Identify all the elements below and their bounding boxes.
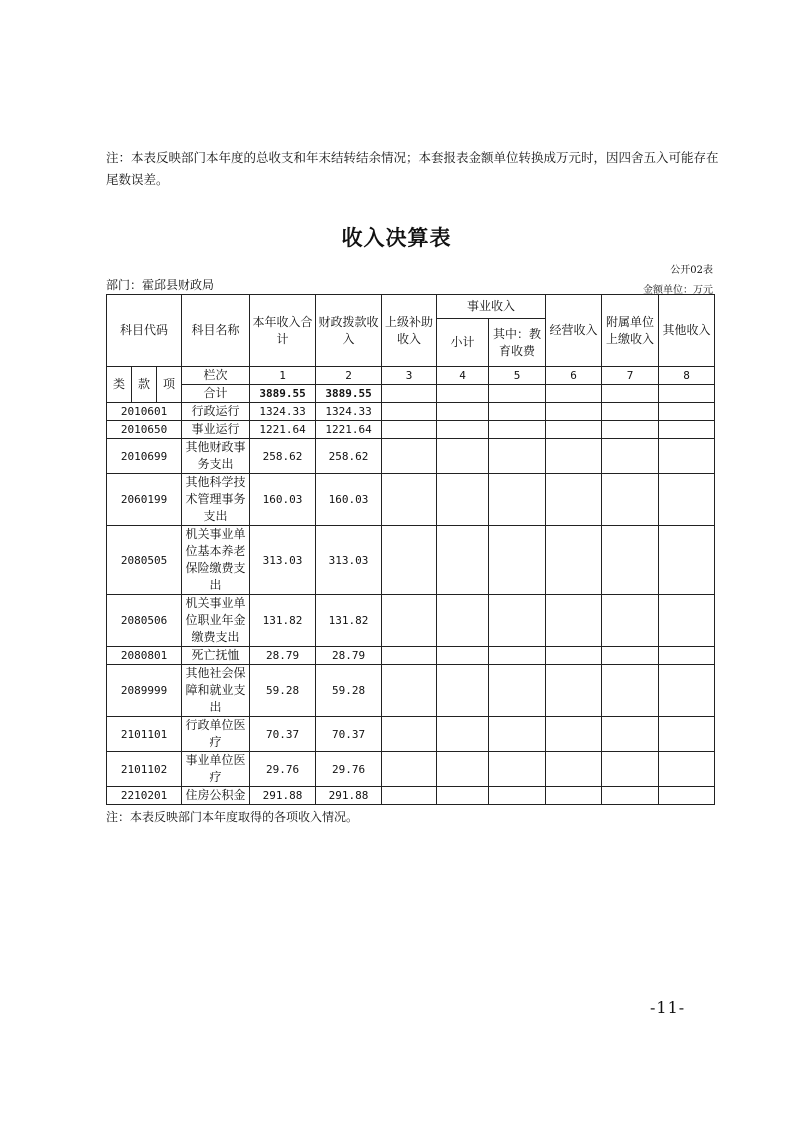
row-fiscal: 258.62: [316, 439, 382, 474]
empty-cell: [659, 595, 715, 647]
empty-cell: [602, 595, 659, 647]
form-number: 公开02表: [670, 265, 713, 276]
header-fiscal: 财政拨款收入: [316, 295, 382, 367]
header-operating: 经营收入: [546, 295, 602, 367]
empty-cell: [602, 439, 659, 474]
empty-cell: [489, 647, 546, 665]
row-name: 行政单位医疗: [182, 717, 250, 752]
empty-cell: [659, 787, 715, 805]
table-row: [107, 403, 715, 421]
empty-cell: [382, 595, 437, 647]
page-number: -11-: [650, 998, 686, 1017]
empty-cell: [659, 526, 715, 595]
col-num-2: 2: [316, 367, 382, 385]
empty-cell: [659, 752, 715, 787]
row-total: 29.76: [250, 752, 316, 787]
empty-cell: [437, 474, 489, 526]
empty-cell: [546, 787, 602, 805]
col-num-6: 6: [546, 367, 602, 385]
empty-cell: [382, 717, 437, 752]
row-total: 59.28: [250, 665, 316, 717]
row-name: 事业运行: [182, 421, 250, 439]
empty-cell: [382, 526, 437, 595]
table-row: [107, 752, 715, 787]
empty-cell: [546, 526, 602, 595]
table-row: [107, 665, 715, 717]
row-code: 2010699: [107, 439, 182, 474]
row-code: 2080505: [107, 526, 182, 595]
row-total: 313.03: [250, 526, 316, 595]
header-business: 事业收入: [437, 295, 546, 319]
empty-cell: [489, 403, 546, 421]
empty-cell: [437, 421, 489, 439]
col-num-5: 5: [489, 367, 546, 385]
empty-cell: [489, 752, 546, 787]
empty-cell: [489, 421, 546, 439]
header-other: 其他收入: [659, 295, 715, 367]
empty-cell: [659, 647, 715, 665]
row-name: 事业单位医疗: [182, 752, 250, 787]
row-code: 2080506: [107, 595, 182, 647]
empty-cell: [382, 439, 437, 474]
empty-cell: [437, 717, 489, 752]
table-row: [107, 439, 715, 474]
row-name: 住房公积金: [182, 787, 250, 805]
header-total: 本年收入合计: [250, 295, 316, 367]
empty-cell: [659, 665, 715, 717]
empty-cell: [602, 752, 659, 787]
header-edu: 其中：教育收费: [489, 319, 546, 367]
empty-cell: [489, 665, 546, 717]
table-row: [107, 595, 715, 647]
empty-cell: [546, 595, 602, 647]
row-code: 2010601: [107, 403, 182, 421]
row-code: 2010650: [107, 421, 182, 439]
header-subtotal: 小计: [437, 319, 489, 367]
row-name: 其他财政事务支出: [182, 439, 250, 474]
empty-cell: [382, 752, 437, 787]
row-fiscal: 1221.64: [316, 421, 382, 439]
row-code: 2101102: [107, 752, 182, 787]
empty-cell: [546, 752, 602, 787]
row-code: 2089999: [107, 665, 182, 717]
col-num-7: 7: [602, 367, 659, 385]
empty-cell: [489, 595, 546, 647]
table-row: [107, 526, 715, 595]
table-row: [107, 647, 715, 665]
row-fiscal: 291.88: [316, 787, 382, 805]
empty-cell: [437, 647, 489, 665]
row-total: 28.79: [250, 647, 316, 665]
header-affiliated: 附属单位上缴收入: [602, 295, 659, 367]
row-code: 2210201: [107, 787, 182, 805]
empty-cell: [659, 474, 715, 526]
empty-cell: [602, 421, 659, 439]
empty-cell: [382, 787, 437, 805]
empty-cell: [489, 787, 546, 805]
empty-cell: [659, 403, 715, 421]
empty-cell: [489, 439, 546, 474]
empty-cell: [437, 526, 489, 595]
empty-cell: [659, 717, 715, 752]
empty-cell: [602, 474, 659, 526]
row-total: 1221.64: [250, 421, 316, 439]
amount-unit: 金额单位：万元: [643, 285, 713, 296]
row-total: 131.82: [250, 595, 316, 647]
empty-cell: [602, 403, 659, 421]
table-row: [107, 717, 715, 752]
header-kuan: 款: [132, 367, 157, 403]
row-name: 机关事业单位职业年金缴费支出: [182, 595, 250, 647]
total-amount: 3889.55: [250, 385, 316, 403]
row-code: 2060199: [107, 474, 182, 526]
empty-cell: [489, 526, 546, 595]
empty-cell: [546, 439, 602, 474]
empty-cell: [437, 439, 489, 474]
empty-cell: [437, 752, 489, 787]
empty-cell: [437, 787, 489, 805]
empty-cell: [489, 717, 546, 752]
header-name: 科目名称: [182, 295, 250, 367]
row-fiscal: 59.28: [316, 665, 382, 717]
income-table: [106, 294, 715, 805]
row-fiscal: 1324.33: [316, 403, 382, 421]
table-row: [107, 421, 715, 439]
empty-cell: [602, 647, 659, 665]
row-name: 行政运行: [182, 403, 250, 421]
header-xiang: 项: [157, 367, 182, 403]
row-fiscal: 29.76: [316, 752, 382, 787]
header-code: 科目代码: [107, 295, 182, 367]
header-superior: 上级补助收入: [382, 295, 437, 367]
top-note: 注：本表反映部门本年度的总收支和年末结转结余情况；本套报表金额单位转换成万元时，因四舍五入可能存在尾数误差。: [106, 150, 719, 187]
empty-cell: [546, 647, 602, 665]
empty-cell: [437, 403, 489, 421]
row-fiscal: 70.37: [316, 717, 382, 752]
col-num-4: 4: [437, 367, 489, 385]
row-name: 其他社会保障和就业支出: [182, 665, 250, 717]
empty-cell: [659, 439, 715, 474]
row-fiscal: 131.82: [316, 595, 382, 647]
row-name: 机关事业单位基本养老保险缴费支出: [182, 526, 250, 595]
col-num-1: 1: [250, 367, 316, 385]
table-row: [107, 474, 715, 526]
empty-cell: [489, 474, 546, 526]
header-lei: 类: [107, 367, 132, 403]
empty-cell: [382, 403, 437, 421]
total-fiscal: 3889.55: [316, 385, 382, 403]
row-fiscal: 160.03: [316, 474, 382, 526]
empty-cell: [382, 647, 437, 665]
empty-cell: [437, 595, 489, 647]
table-row: [107, 787, 715, 805]
empty-cell: [382, 665, 437, 717]
empty-cell: [546, 474, 602, 526]
row-fiscal: 313.03: [316, 526, 382, 595]
row-code: 2080801: [107, 647, 182, 665]
bottom-note: 注：本表反映部门本年度取得的各项收入情况。: [106, 810, 359, 824]
row-total: 291.88: [250, 787, 316, 805]
empty-cell: [546, 665, 602, 717]
empty-cell: [659, 421, 715, 439]
row-total: 1324.33: [250, 403, 316, 421]
empty-cell: [602, 526, 659, 595]
total-label: 合计: [182, 385, 250, 403]
empty-cell: [546, 421, 602, 439]
row-total: 70.37: [250, 717, 316, 752]
row-name: 死亡抚恤: [182, 647, 250, 665]
page-title: 收入决算表: [341, 226, 452, 250]
empty-cell: [437, 665, 489, 717]
row-total: 258.62: [250, 439, 316, 474]
row-total: 160.03: [250, 474, 316, 526]
empty-cell: [602, 787, 659, 805]
empty-cell: [546, 717, 602, 752]
column-label: 栏次: [182, 367, 250, 385]
empty-cell: [602, 717, 659, 752]
row-fiscal: 28.79: [316, 647, 382, 665]
col-num-8: 8: [659, 367, 715, 385]
row-name: 其他科学技术管理事务支出: [182, 474, 250, 526]
empty-cell: [382, 474, 437, 526]
empty-cell: [382, 421, 437, 439]
department-label: 部门：霍邱县财政局: [106, 278, 215, 292]
col-num-3: 3: [382, 367, 437, 385]
empty-cell: [602, 665, 659, 717]
row-code: 2101101: [107, 717, 182, 752]
empty-cell: [546, 403, 602, 421]
